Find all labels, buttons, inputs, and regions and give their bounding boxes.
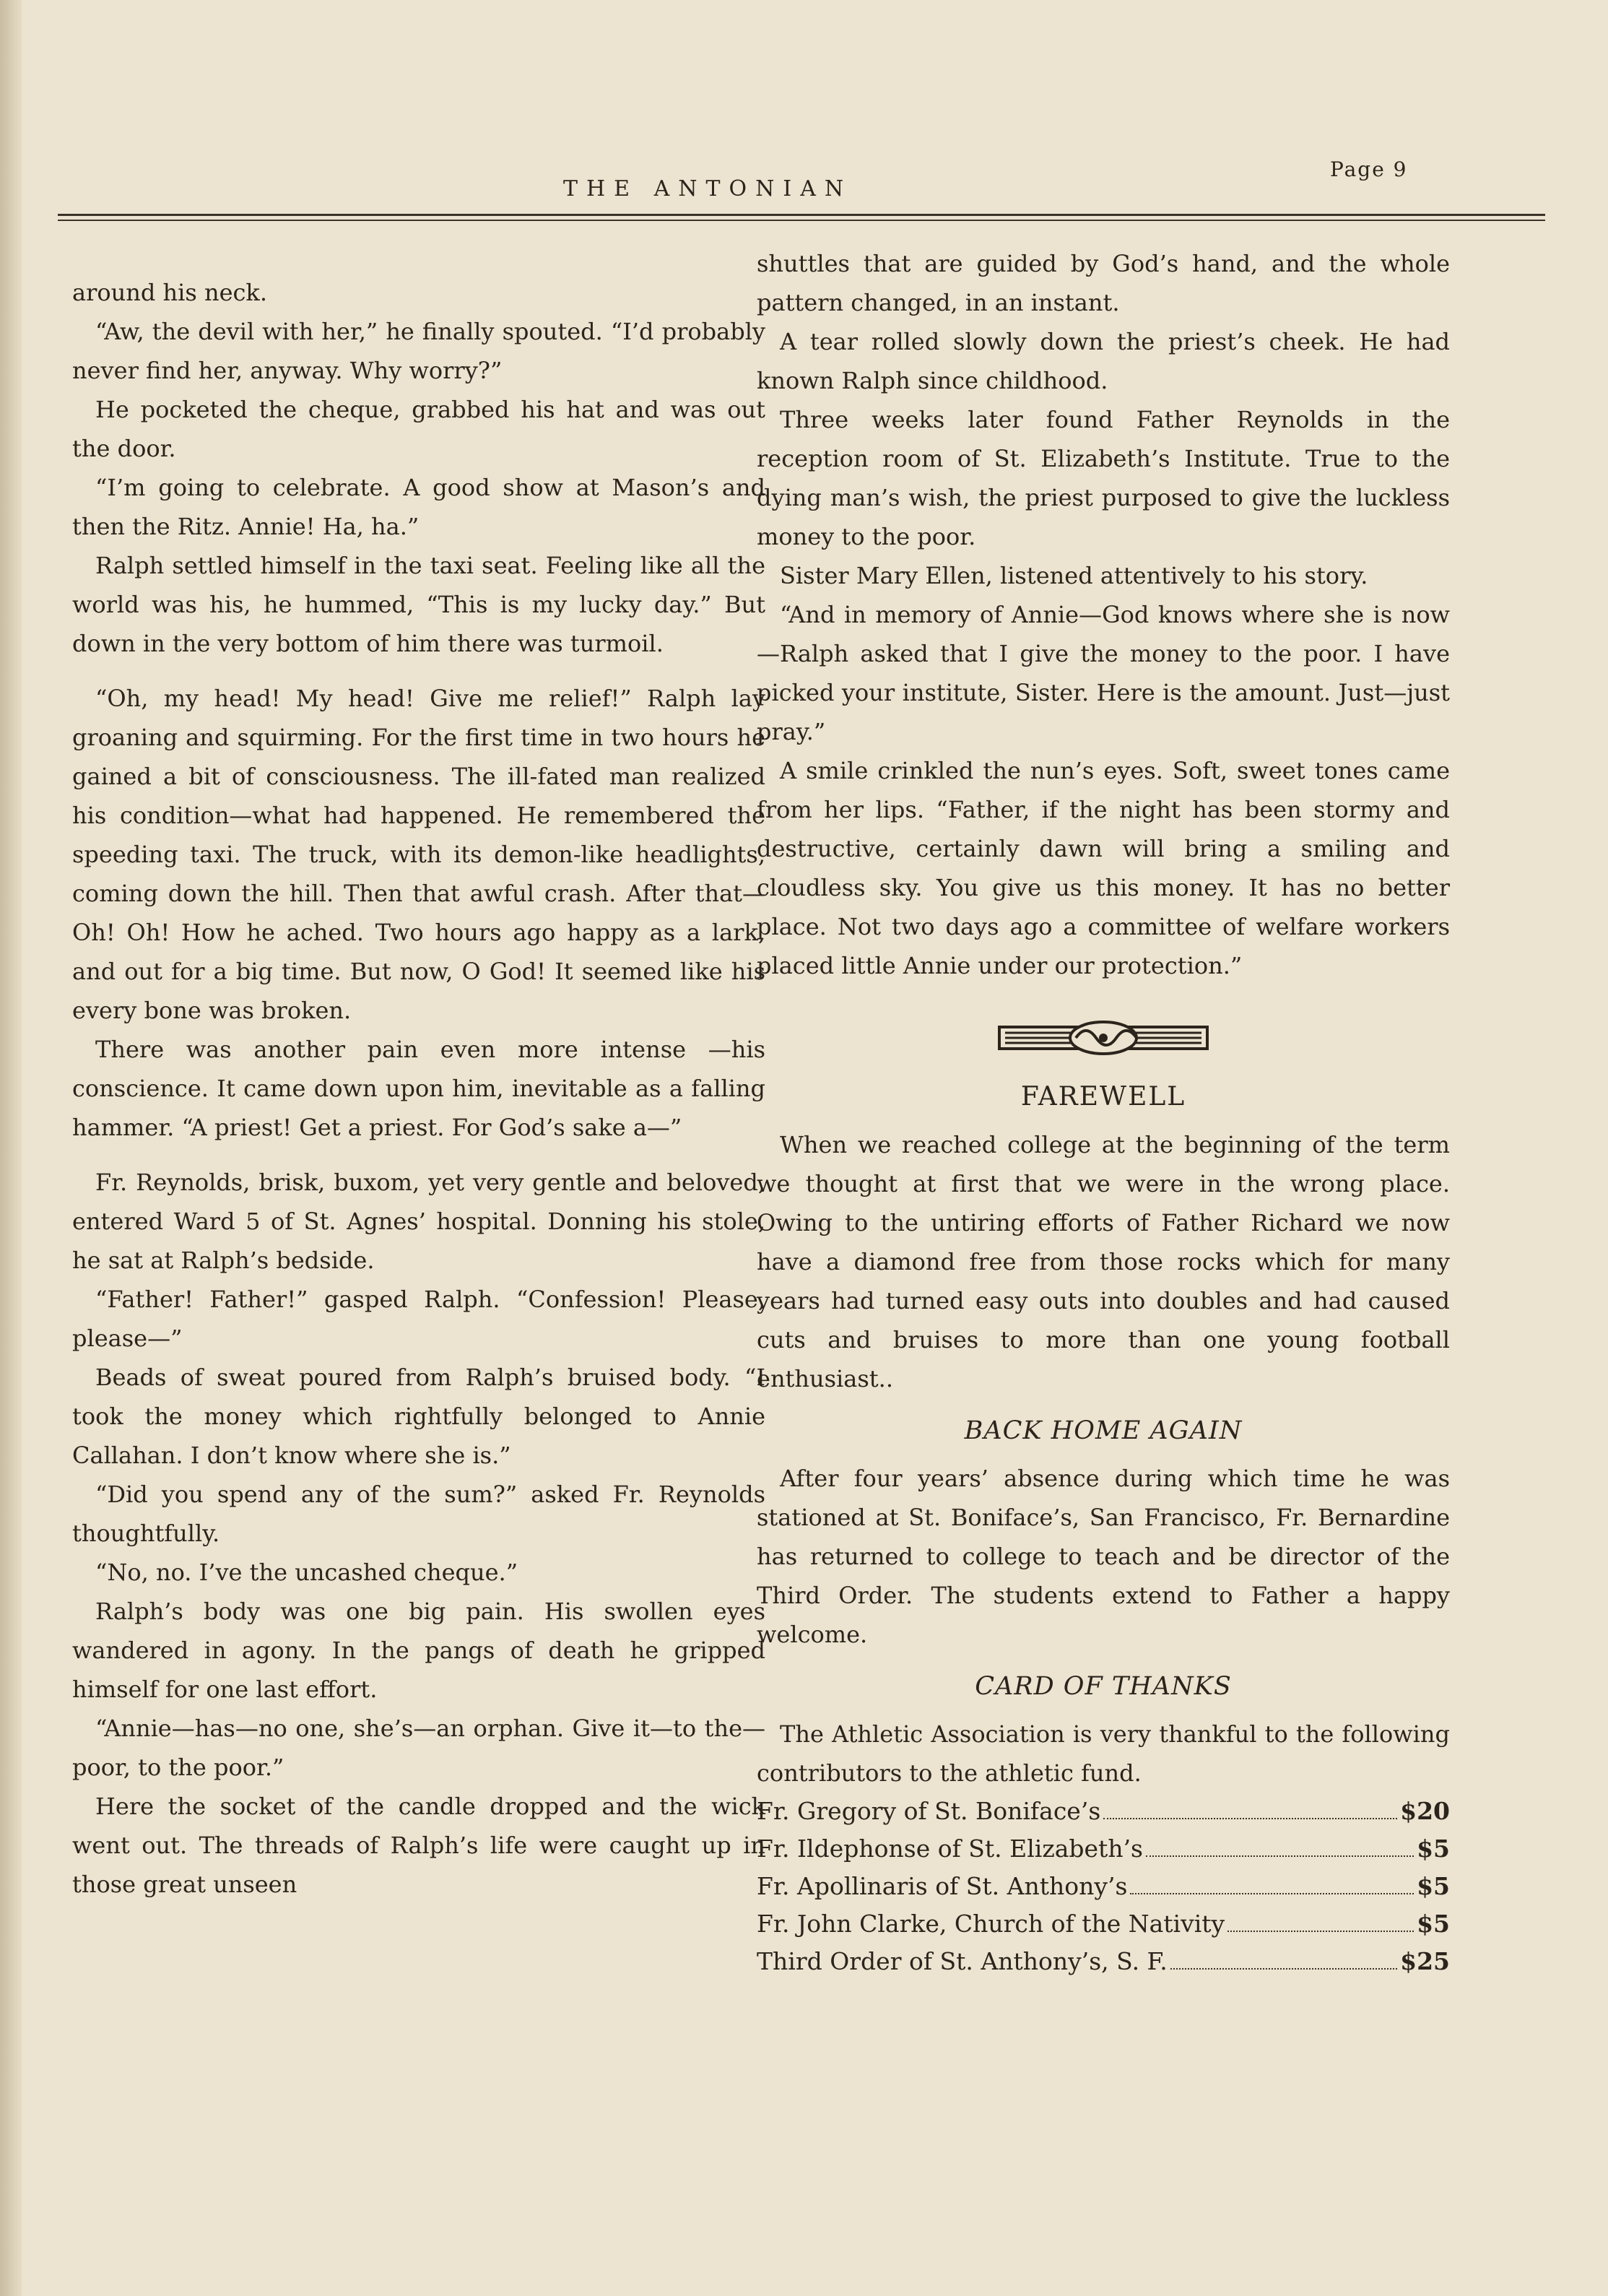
paragraph: “Oh, my head! My head! Give me relief!” Ralph lay groaning and squirming. For the first time in two hours he gained a bit of consciousness. The ill-fated man realized his condition—what had happened. He remembered the speeding taxi. The truck, with its demon-like headlights, coming down the hill. Then that awful crash. After that—Oh! Oh! How he ached. Two hours ago happy as a lark, and out for a big time. But now, O God! It seemed like his every bone was broken.	[72, 685, 765, 1024]
page-number: Page 9	[1330, 157, 1408, 181]
right-column	[757, 244, 1450, 1980]
dot-leader	[1146, 1855, 1414, 1857]
paragraph: around his neck.	[72, 279, 267, 306]
back-home-heading: BACK HOME AGAIN	[964, 1416, 1243, 1445]
contribution-amount: $5	[1417, 1910, 1450, 1938]
card-of-thanks-heading: CARD OF THANKS	[975, 1672, 1232, 1701]
contribution-amount: $5	[1417, 1834, 1450, 1863]
paragraph: Ralph settled himself in the taxi seat. Feeling like all the world was his, he hummed, “This is my lucky day.” But down in the very bottom of him there was turmoil.	[72, 552, 765, 657]
paragraph: shuttles that are guided by God’s hand, and the whole pattern changed, in an instant.	[757, 250, 1450, 316]
list-item	[757, 1943, 1450, 1980]
paragraph: “Aw, the devil with her,” he finally spouted. “I’d probably never find her, anyway. Why worry?”	[72, 318, 765, 384]
contributor-name: Third Order of St. Anthony’s, S. F.	[757, 1947, 1168, 1975]
paragraph: Fr. Reynolds, brisk, buxom, yet very gentle and beloved, entered Ward 5 of St. Agnes’ hospital. Donning his stole, he sat at Ralph’s bedside.	[72, 1169, 765, 1274]
back-home-body: After four years’ absence during which time he was stationed at St. Boniface’s, San Francisco, Fr. Bernardine has returned to college to teach and be director of the Third Order. The students extend to Father a happy welcome.	[757, 1465, 1450, 1648]
scroll-ornament-icon	[995, 1013, 1212, 1063]
list-item	[757, 1868, 1450, 1905]
contributor-name: Fr. John Clarke, Church of the Nativity	[757, 1910, 1225, 1938]
dot-leader	[1130, 1893, 1414, 1894]
header-rule	[58, 214, 1545, 216]
dot-leader	[1103, 1818, 1397, 1819]
contributor-name: Fr. Gregory of St. Boniface’s	[757, 1797, 1101, 1825]
list-item	[757, 1793, 1450, 1830]
journal-title: THE ANTONIAN	[563, 176, 853, 202]
farewell-body: When we reached college at the beginning of the term we thought at first that we were in the wrong place. Owing to the untiring efforts of Father Richard we now have a diamond free from those rocks which for many years had turned easy outs into doubles and had caused cuts and bruises to more than one young football enthusiast..	[757, 1131, 1450, 1392]
card-of-thanks-intro: The Athletic Association is very thankful to the following contributors to the athletic fund.	[757, 1720, 1450, 1787]
page-edge	[0, 0, 22, 2296]
contribution-amount: $25	[1400, 1947, 1450, 1975]
paragraph: “No, no. I’ve the uncashed cheque.”	[95, 1559, 518, 1586]
list-item	[757, 1830, 1450, 1868]
paragraph: A tear rolled slowly down the priest’s cheek. He had known Ralph since childhood.	[757, 328, 1450, 394]
paragraph: There was another pain even more intense —his conscience. It came down upon him, inevitable as a falling hammer. “A priest! Get a priest. For God’s sake a—”	[72, 1036, 765, 1141]
contributor-name: Fr. Ildephonse of St. Elizabeth’s	[757, 1834, 1143, 1863]
paragraph: Three weeks later found Father Reynolds in the reception room of St. Elizabeth’s Institute. True to the dying man’s wish, the priest purposed to give the luckless money to the poor.	[757, 406, 1450, 550]
contribution-amount: $5	[1417, 1872, 1450, 1900]
paragraph: He pocketed the cheque, grabbed his hat and was out the door.	[72, 396, 765, 462]
paragraph: “I’m going to celebrate. A good show at Mason’s and then the Ritz. Annie! Ha, ha.”	[72, 474, 765, 540]
paragraph: Beads of sweat poured from Ralph’s bruised body. “I took the money which rightfully belonged to Annie Callahan. I don’t know where she is.”	[72, 1364, 765, 1469]
contributor-name: Fr. Apollinaris of St. Anthony’s	[757, 1872, 1128, 1900]
paragraph: Ralph’s body was one big pain. His swollen eyes wandered in agony. In the pangs of death he gripped himself for one last effort.	[72, 1598, 765, 1703]
paragraph: “Father! Father!” gasped Ralph. “Confession! Please, please—”	[72, 1286, 765, 1352]
list-item	[757, 1905, 1450, 1943]
paragraph: Here the socket of the candle dropped and the wick went out. The threads of Ralph’s life were caught up in those great unseen	[72, 1793, 765, 1898]
paragraph: A smile crinkled the nun’s eyes. Soft, sweet tones came from her lips. “Father, if the night has been stormy and destructive, certainly dawn will bring a smiling and cloudless sky. You give us this money. It has no better place. Not two days ago a committee of welfare workers placed little Annie under our protection.”	[757, 757, 1450, 979]
dot-leader	[1227, 1931, 1414, 1932]
header-rule	[58, 220, 1545, 221]
farewell-heading: FAREWELL	[1020, 1082, 1186, 1112]
paragraph: “Did you spend any of the sum?” asked Fr. Reynolds thoughtfully.	[72, 1481, 765, 1547]
left-column	[72, 273, 765, 1904]
contributors-list	[757, 1793, 1450, 1980]
page-header	[58, 157, 1545, 230]
paragraph: “Annie—has—no one, she’s—an orphan. Give it—to the—poor, to the poor.”	[72, 1715, 765, 1781]
contribution-amount: $20	[1400, 1797, 1450, 1825]
dot-leader	[1170, 1968, 1397, 1970]
paragraph: “And in memory of Annie—God knows where she is now—Ralph asked that I give the money to the poor. I have picked your institute, Sister. Here is the amount. Just—just pray.”	[757, 601, 1450, 745]
paragraph: Sister Mary Ellen, listened attentively to his story.	[780, 562, 1368, 589]
